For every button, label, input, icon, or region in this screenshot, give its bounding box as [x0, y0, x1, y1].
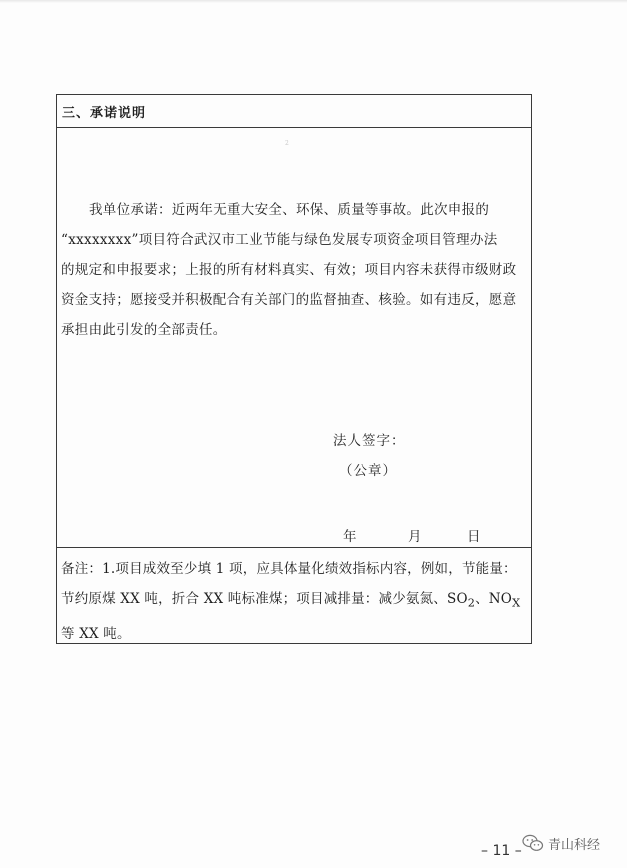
commitment-form-table: [56, 94, 532, 644]
statement-line: 承担由此引发的全部责任。: [61, 322, 227, 338]
subscript-2: 2: [467, 596, 476, 610]
remarks-text-segment: 、NO: [475, 591, 513, 607]
subscript-x: X: [512, 596, 521, 610]
remarks-text-segment: 节约原煤 XX 吨，折合 XX 吨标准煤；项目减排量：减少氨氮、SO: [61, 591, 468, 607]
statement-line: 资金支持；愿接受并积极配合有关部门的监督抽查、核验。如有违反，愿意: [61, 292, 517, 308]
remarks-line: [61, 584, 529, 619]
wechat-icon: [522, 834, 544, 852]
statement-line: 的规定和申报要求；上报的所有材料真实、有效；项目内容未获得市级财政: [61, 262, 517, 278]
faint-mark: 2: [285, 140, 289, 147]
section-header: [57, 95, 531, 128]
remarks-text: [61, 554, 529, 649]
statement-line: 我单位承诺：近两年无重大安全、环保、质量等事故。此次申报的: [89, 202, 490, 218]
remarks-section: [57, 547, 531, 643]
official-seal-label: （公章）: [339, 463, 397, 479]
page-number: – 11 –: [481, 843, 522, 859]
commitment-statement: [61, 195, 529, 345]
remarks-line: 备注：1.项目成效至少填 1 项，应具体量化绩效指标内容，例如，节能量：: [61, 561, 517, 577]
date-day-label: 日: [467, 529, 481, 545]
remarks-line: 等 XX 吨。: [61, 625, 131, 642]
legal-representative-signature-label: 法人签字：: [333, 433, 406, 449]
watermark: [522, 833, 600, 853]
statement-line: “xxxxxxxx”项目符合武汉市工业节能与绿色发展专项资金项目管理办法: [61, 232, 498, 248]
section-title: 三、承诺说明: [62, 106, 147, 121]
date-year-label: 年: [343, 529, 357, 545]
date-month-label: 月: [408, 529, 422, 545]
watermark-text: 青山科经: [548, 837, 601, 853]
page-edge-shadow: [0, 0, 627, 3]
